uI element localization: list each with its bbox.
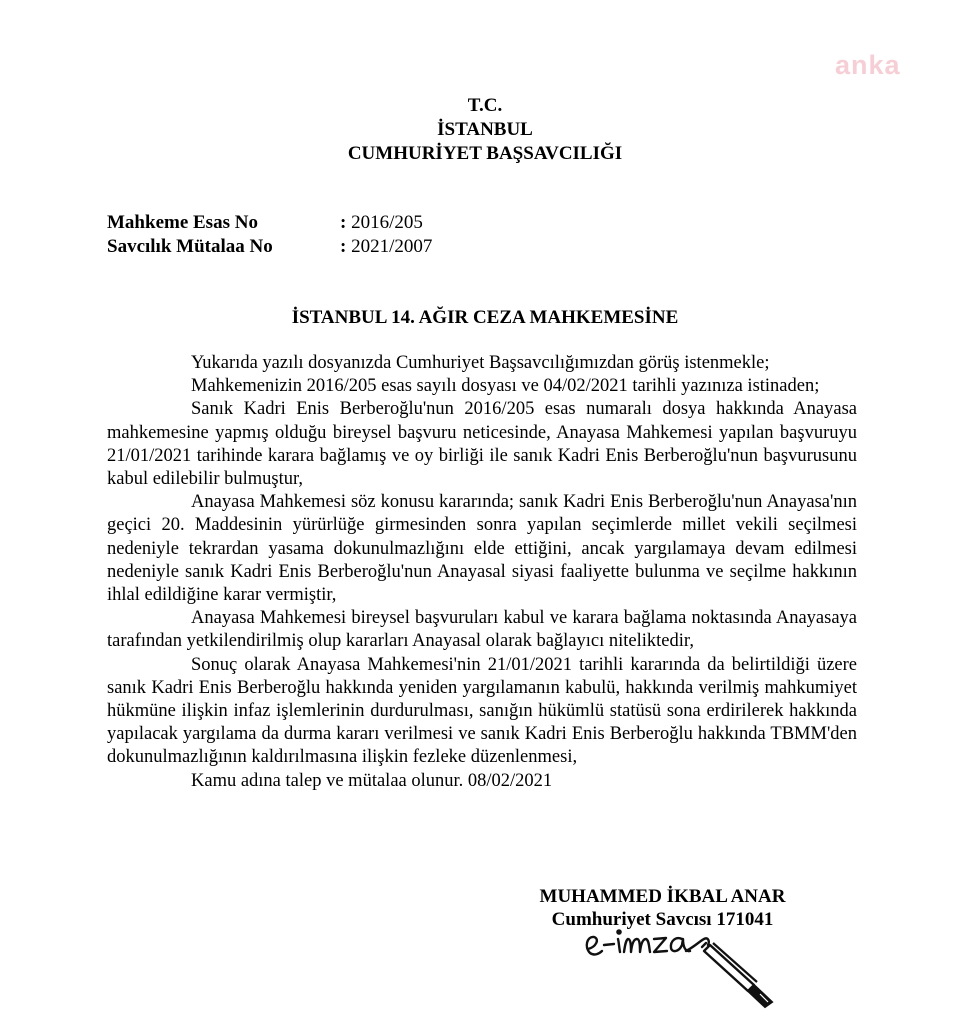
signer-name: MUHAMMED İKBAL ANAR xyxy=(539,886,786,907)
header-line-city: İSTANBUL xyxy=(437,119,533,140)
paragraph: Kamu adına talep ve mütalaa olunur. 08/02/2021 xyxy=(191,770,553,791)
meta-value: : 2021/2007 xyxy=(340,236,433,257)
paragraph: Anayasa Mahkemesi söz konusu kararında; sanık Kadri Enis Berberoğlu'nun Anayasa'nın geçici 20. Maddesinin yürürlüğe girmesinden sonra yapılan seçimlerde millet vekili seçilmesi nedeniyle tekrardan yasama dokunulmazlığını elde ettiğini, ancak yargılamaya devam edilmesi nedeniyle sanık Kadri Enis Berberoğlu'nun Anayasal siyasi faaliyette bulunma ve seçilme hakkının ihlal edildiğine karar vermiştir, xyxy=(107,492,857,606)
meta-label: Mahkeme Esas No xyxy=(107,212,258,233)
document-body xyxy=(107,352,857,793)
header-line-tc: T.C. xyxy=(467,95,503,116)
case-metadata xyxy=(107,211,432,259)
signer-title: Cumhuriyet Savcısı 171041 xyxy=(551,909,774,930)
paragraph: Mahkemenizin 2016/205 esas sayılı dosyası ve 04/02/2021 tarihli yazınıza istinaden; xyxy=(191,376,820,397)
paragraph: Anayasa Mahkemesi bireysel başvuruları kabul ve karara bağlama noktasında Anayasaya tarafından yetkilendirilmiş olup kararları Anayasal olarak bağlayıcı niteliktedir, xyxy=(107,608,857,652)
meta-label: Savcılık Mütalaa No xyxy=(107,236,273,257)
meta-row-court-case-no xyxy=(107,211,432,235)
header-line-office: CUMHURİYET BAŞSAVCILIĞI xyxy=(347,143,623,164)
e-signature-pen-icon xyxy=(582,925,782,1010)
paragraph: Sanık Kadri Enis Berberoğlu'nun 2016/205 esas numaralı dosya hakkında Anayasa mahkemesine yapmış olduğu bireysel başvuru neticesinde, Anayasa Mahkemesi yapılan başvuruyu 21/01/2021 tarihinde karara bağlamış ve oy birliği ile sanık Kadri Enis Berberoğlu'nun başvurusunu kabul edilebilir bulmuştur, xyxy=(107,399,857,490)
paragraph: Sonuç olarak Anayasa Mahkemesi'nin 21/01/2021 tarihli kararında da belirtildiği üzere sanık Kadri Enis Berberoğlu hakkında yeniden yargılamanın kabulü, hakkında verilmiş mahkumiyet hükmüne ilişkin infaz işlemlerinin durdurulması, sanığın hükümlü statüsü sona erdirilerek hakkında yapılacak yargılama da durma kararı verilmesi ve sanık Kadri Enis Berberoğlu hakkında TBMM'den dokunulmazlığının kaldırılmasına ilişkin fezleke düzenlenmesi, xyxy=(107,654,857,768)
paragraph: Yukarıda yazılı dosyanızda Cumhuriyet Başsavcılığımızdan görüş istenmekle; xyxy=(191,353,770,373)
document-header xyxy=(0,94,970,166)
addressee-heading: İSTANBUL 14. AĞIR CEZA MAHKEMESİNE xyxy=(291,307,679,328)
meta-value: : 2016/205 xyxy=(340,212,423,233)
anka-watermark: anka xyxy=(835,50,901,80)
meta-row-opinion-no xyxy=(107,235,432,259)
